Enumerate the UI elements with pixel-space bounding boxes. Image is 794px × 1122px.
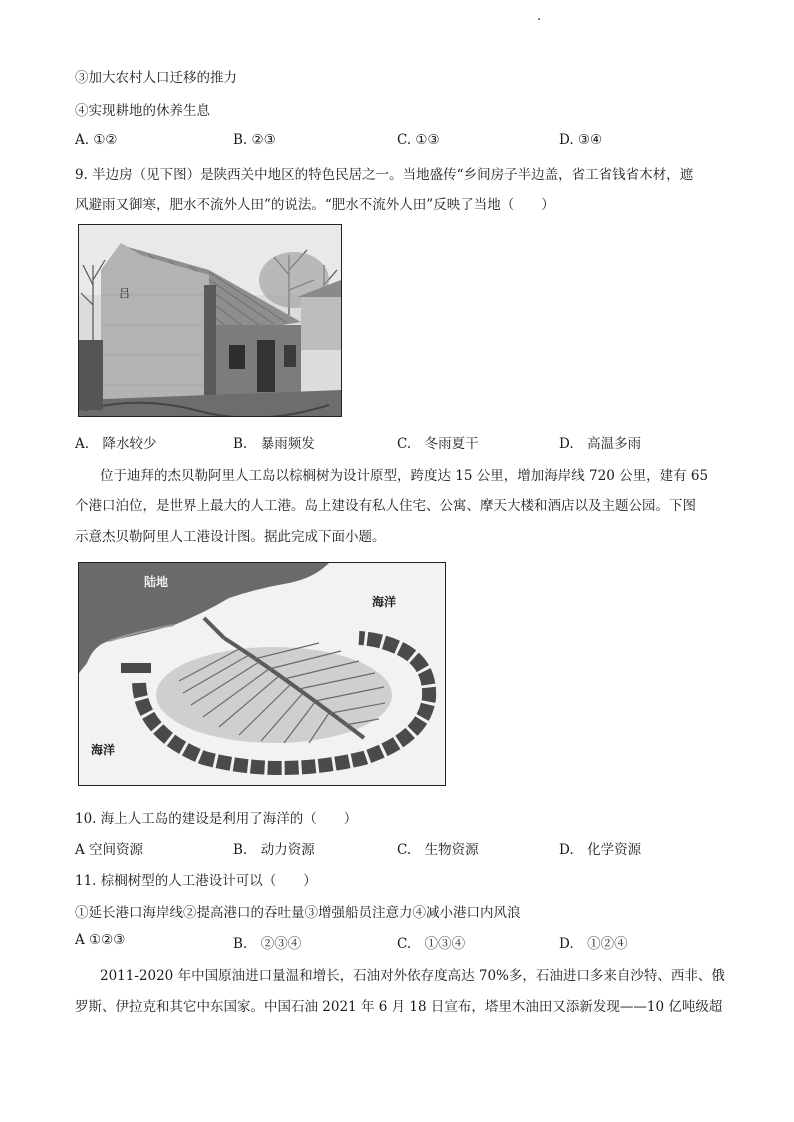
q8-option-b[interactable]: B. ②③ [233,132,276,148]
q10-options [75,838,715,858]
passage-line-2: 个港口泊位，是世界上最大的人工港。岛上建设有私人住宅、公寓、摩天大楼和酒店以及主题公园。下图 [75,498,696,514]
q11-options [75,932,715,952]
q10-stem: 10. 海上人工岛的建设是利用了海洋的（ ） [75,811,358,827]
q8-item-3: ③加大农村人口迁移的推力 [75,70,237,86]
passage2-line-2: 罗斯、伊拉克和其它中东国家。中国石油 2021 年 6 月 18 日宣布，塔里木油田又添新发现——10 亿吨级超 [75,999,723,1015]
q9-option-d[interactable]: D. 高温多雨 [559,436,642,452]
map-ocean-label-bottom: 海洋 [91,743,116,757]
q10-option-a[interactable]: A 空间资源 [75,842,144,858]
q8-option-a[interactable]: A. ①② [75,132,118,148]
q9-option-b[interactable]: B. 暴雨频发 [233,436,315,452]
half-house-photo [78,224,342,417]
half-house-illustration [79,225,341,416]
scan-speck [538,18,540,20]
map-ocean-label-top: 海洋 [372,595,397,609]
photo-wall-character: 吕 [119,287,130,300]
q11-option-a[interactable]: A ①②③ [75,932,126,948]
q9-stem-line-2: 风避雨又御寒，肥水不流外人田”的说法。“肥水不流外人田”反映了当地（ ） [75,197,555,213]
q10-option-c[interactable]: C. 生物资源 [397,842,479,858]
q9-option-c[interactable]: C. 冬雨夏干 [397,436,479,452]
q11-option-d[interactable]: D. ①②④ [559,936,628,952]
q9-options [75,432,715,452]
q8-options [75,132,715,152]
q11-items: ①延长港口海岸线②提高港口的吞吐量③增强船员注意力④减小港口内风浪 [75,905,521,921]
q10-option-d[interactable]: D. 化学资源 [559,842,642,858]
q8-item-4: ④实现耕地的休养生息 [75,103,210,119]
q11-stem: 11. 棕榈树型的人工港设计可以（ ） [75,873,317,889]
q10-option-b[interactable]: B. 动力资源 [233,842,315,858]
map-land-label: 陆地 [144,575,169,589]
q8-option-d[interactable]: D. ③④ [559,132,603,148]
q9-option-a[interactable]: A. 降水较少 [75,436,157,452]
q11-option-b[interactable]: B. ②③④ [233,936,302,952]
palm-island-map [78,562,446,786]
q9-stem-line-1: 9. 半边房（见下图）是陕西关中地区的特色民居之一。当地盛传“乡间房子半边盖，省工省钱省木材，遮 [75,167,694,183]
q11-option-c[interactable]: C. ①③④ [397,936,466,952]
passage-line-1: 位于迪拜的杰贝勒阿里人工岛以棕榈树为设计原型，跨度达 15 公里，增加海岸线 720 公里，建有 65 [100,468,709,484]
passage-line-3: 示意杰贝勒阿里人工港设计图。据此完成下面小题。 [75,529,386,545]
q8-option-c[interactable]: C. ①③ [397,132,440,148]
passage2-line-1: 2011-2020 年中国原油进口量温和增长，石油对外依存度高达 70%多，石油进口多来自沙特、西非、俄 [100,968,725,984]
